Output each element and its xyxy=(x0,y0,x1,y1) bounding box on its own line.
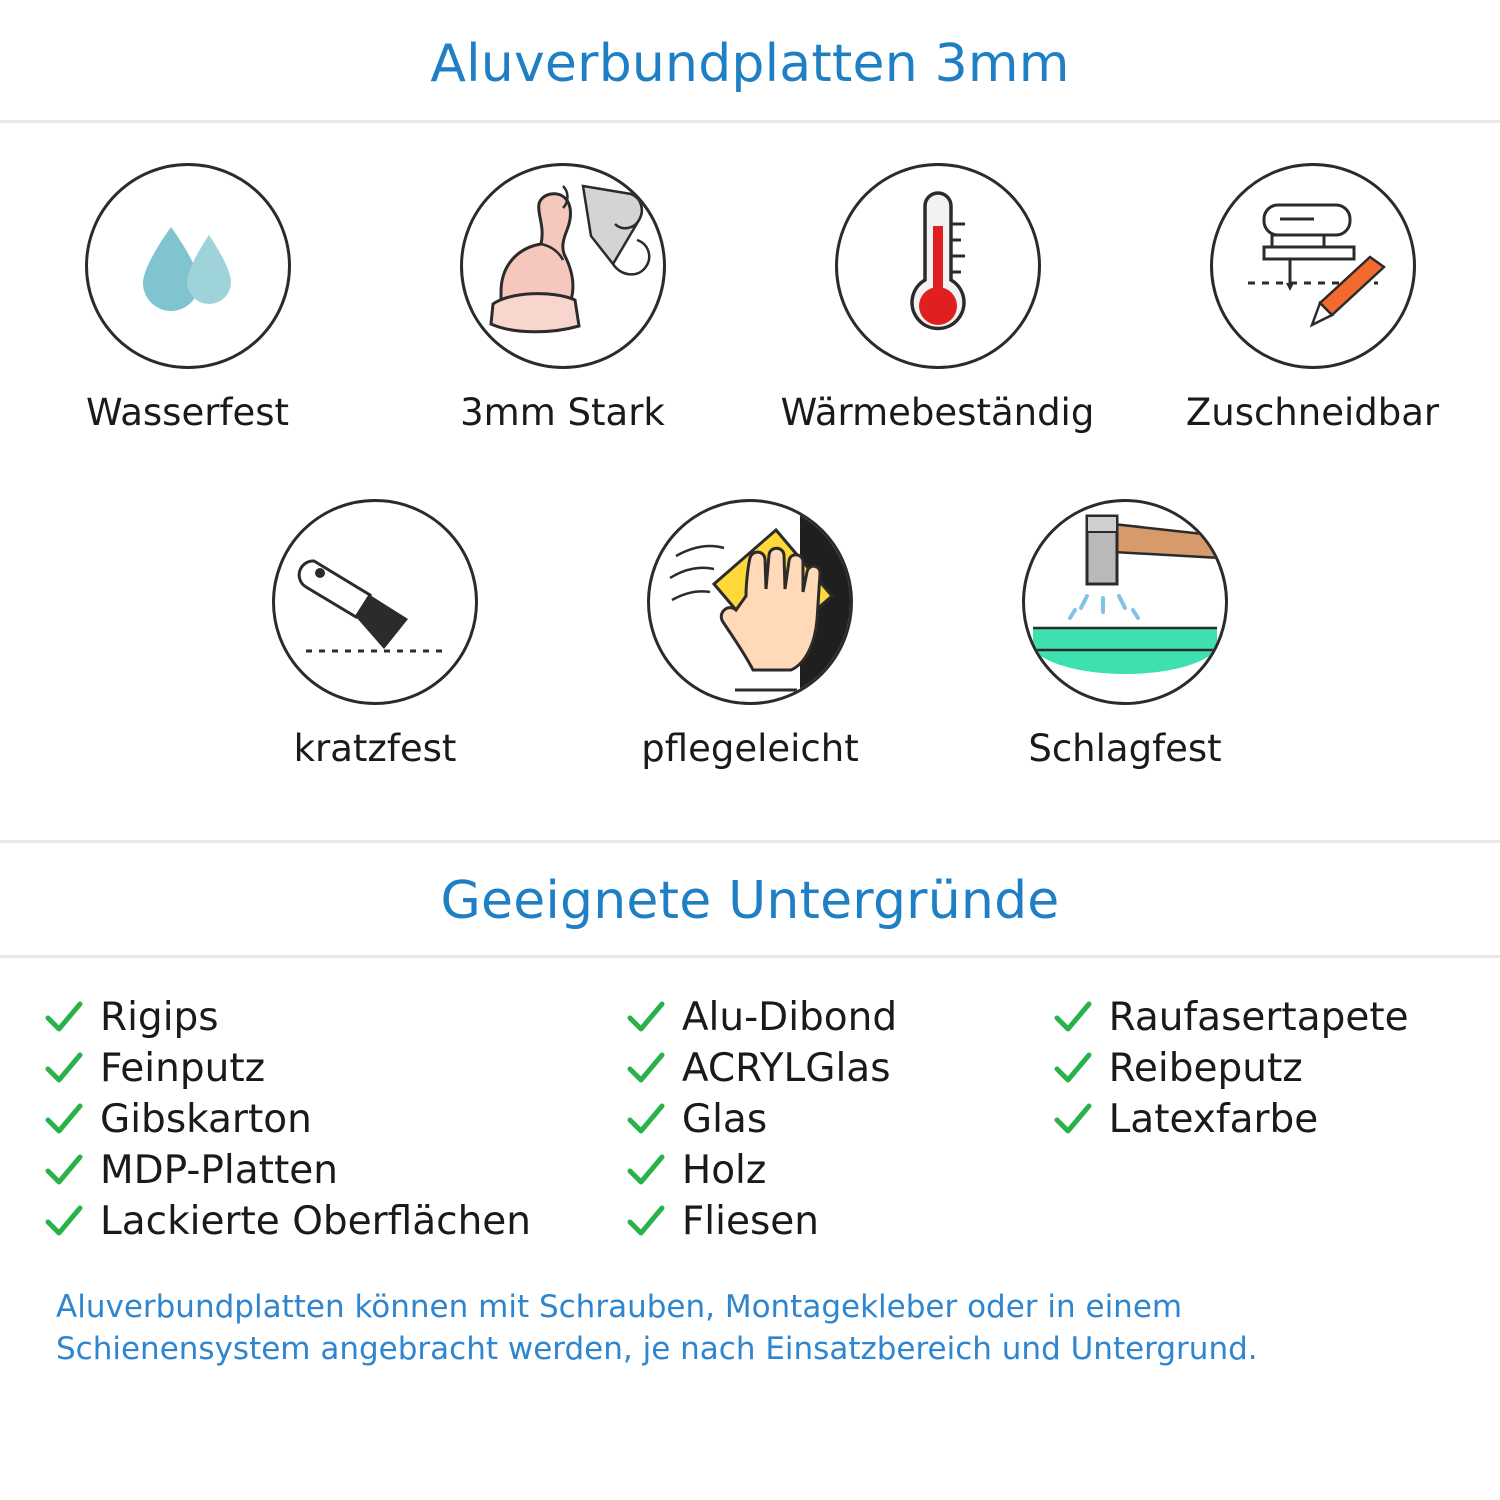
feature-icon-circle xyxy=(647,499,853,705)
check-icon xyxy=(1053,998,1093,1038)
jigsaw-cutter-icon xyxy=(1228,179,1398,353)
feature-icon-circle xyxy=(272,499,478,705)
list-item xyxy=(44,1043,626,1094)
substrates-column-1 xyxy=(44,992,626,1247)
feature-kratzfest xyxy=(188,499,563,770)
list-item-label: Holz xyxy=(681,1148,767,1193)
feature-waermebestaendig xyxy=(750,163,1125,434)
substrates-list xyxy=(0,958,1500,1247)
check-icon xyxy=(626,1100,666,1140)
list-item xyxy=(626,1043,1053,1094)
feature-label: Wärmebeständig xyxy=(780,391,1095,434)
check-icon xyxy=(44,1049,84,1089)
feature-label: Wasserfest xyxy=(86,391,289,434)
thermometer-icon xyxy=(863,184,1013,348)
list-item-label: Reibeputz xyxy=(1108,1046,1303,1091)
feature-wasserfest xyxy=(0,163,375,434)
feature-row-2 xyxy=(0,499,1500,770)
check-icon xyxy=(626,1202,666,1242)
list-item xyxy=(44,1094,626,1145)
cleaning-hand-cloth-icon xyxy=(650,500,850,704)
feature-label: kratzfest xyxy=(293,727,457,770)
footnote-text: Aluverbundplatten können mit Schrauben, Montagekleber oder in einem Schienensystem angebracht werden, je nach Einsatzbereich und Untergrund. xyxy=(56,1289,1258,1367)
feature-icon-circle xyxy=(460,163,666,369)
knife-scratch-icon xyxy=(290,515,460,689)
list-item xyxy=(44,1145,626,1196)
list-item-label: Glas xyxy=(681,1097,768,1142)
list-item-label: Feinputz xyxy=(100,1046,266,1091)
check-icon xyxy=(1053,1049,1093,1089)
page-title: Aluverbundplatten 3mm xyxy=(430,34,1070,94)
substrates-column-3 xyxy=(1053,992,1456,1247)
substrates-title: Geeignete Untergründe xyxy=(440,871,1060,931)
check-icon xyxy=(44,1202,84,1242)
list-item-label: Rigips xyxy=(100,995,219,1040)
feature-zuschneidbar xyxy=(1125,163,1500,434)
feature-icon-circle xyxy=(1210,163,1416,369)
list-item-label: Fliesen xyxy=(681,1199,820,1244)
list-item xyxy=(626,1094,1053,1145)
list-item xyxy=(1053,1094,1456,1145)
feature-icon-circle xyxy=(835,163,1041,369)
substrates-header xyxy=(0,840,1500,958)
feature-icon-circle xyxy=(1022,499,1228,705)
feature-label: Zuschneidbar xyxy=(1185,391,1440,434)
list-item xyxy=(1053,992,1456,1043)
substrates-column-2 xyxy=(626,992,1053,1247)
list-item-label: Gibskarton xyxy=(100,1097,312,1142)
list-item-label: Alu-Dibond xyxy=(681,995,898,1040)
feature-row-1 xyxy=(0,163,1500,434)
list-item-label: Latexfarbe xyxy=(1108,1097,1319,1142)
check-icon xyxy=(626,1151,666,1191)
list-item xyxy=(626,1145,1053,1196)
list-item-label: MDP-Platten xyxy=(100,1148,338,1193)
check-icon xyxy=(44,1100,84,1140)
check-icon xyxy=(1053,1100,1093,1140)
water-drops-icon xyxy=(113,189,263,343)
feature-3mm-stark xyxy=(375,163,750,434)
feature-label: pflegeleicht xyxy=(641,727,859,770)
main-header xyxy=(0,0,1500,123)
list-item xyxy=(626,992,1053,1043)
list-item xyxy=(44,992,626,1043)
list-item-label: Raufasertapete xyxy=(1108,995,1409,1040)
feature-label: Schlagfest xyxy=(1028,727,1222,770)
feature-schlagfest xyxy=(938,499,1313,770)
check-icon xyxy=(626,1049,666,1089)
hammer-impact-icon xyxy=(1025,500,1225,704)
list-item-label: Lackierte Oberflächen xyxy=(100,1199,532,1244)
check-icon xyxy=(44,998,84,1038)
check-icon xyxy=(44,1151,84,1191)
feature-label: 3mm Stark xyxy=(460,391,665,434)
list-item-label: ACRYLGlas xyxy=(681,1046,891,1091)
feature-pflegeleicht xyxy=(563,499,938,770)
strong-arm-icon xyxy=(463,164,663,368)
list-item xyxy=(44,1196,626,1247)
feature-icon-circle xyxy=(85,163,291,369)
check-icon xyxy=(626,998,666,1038)
list-item xyxy=(1053,1043,1456,1094)
list-item xyxy=(626,1196,1053,1247)
feature-grid xyxy=(0,123,1500,770)
